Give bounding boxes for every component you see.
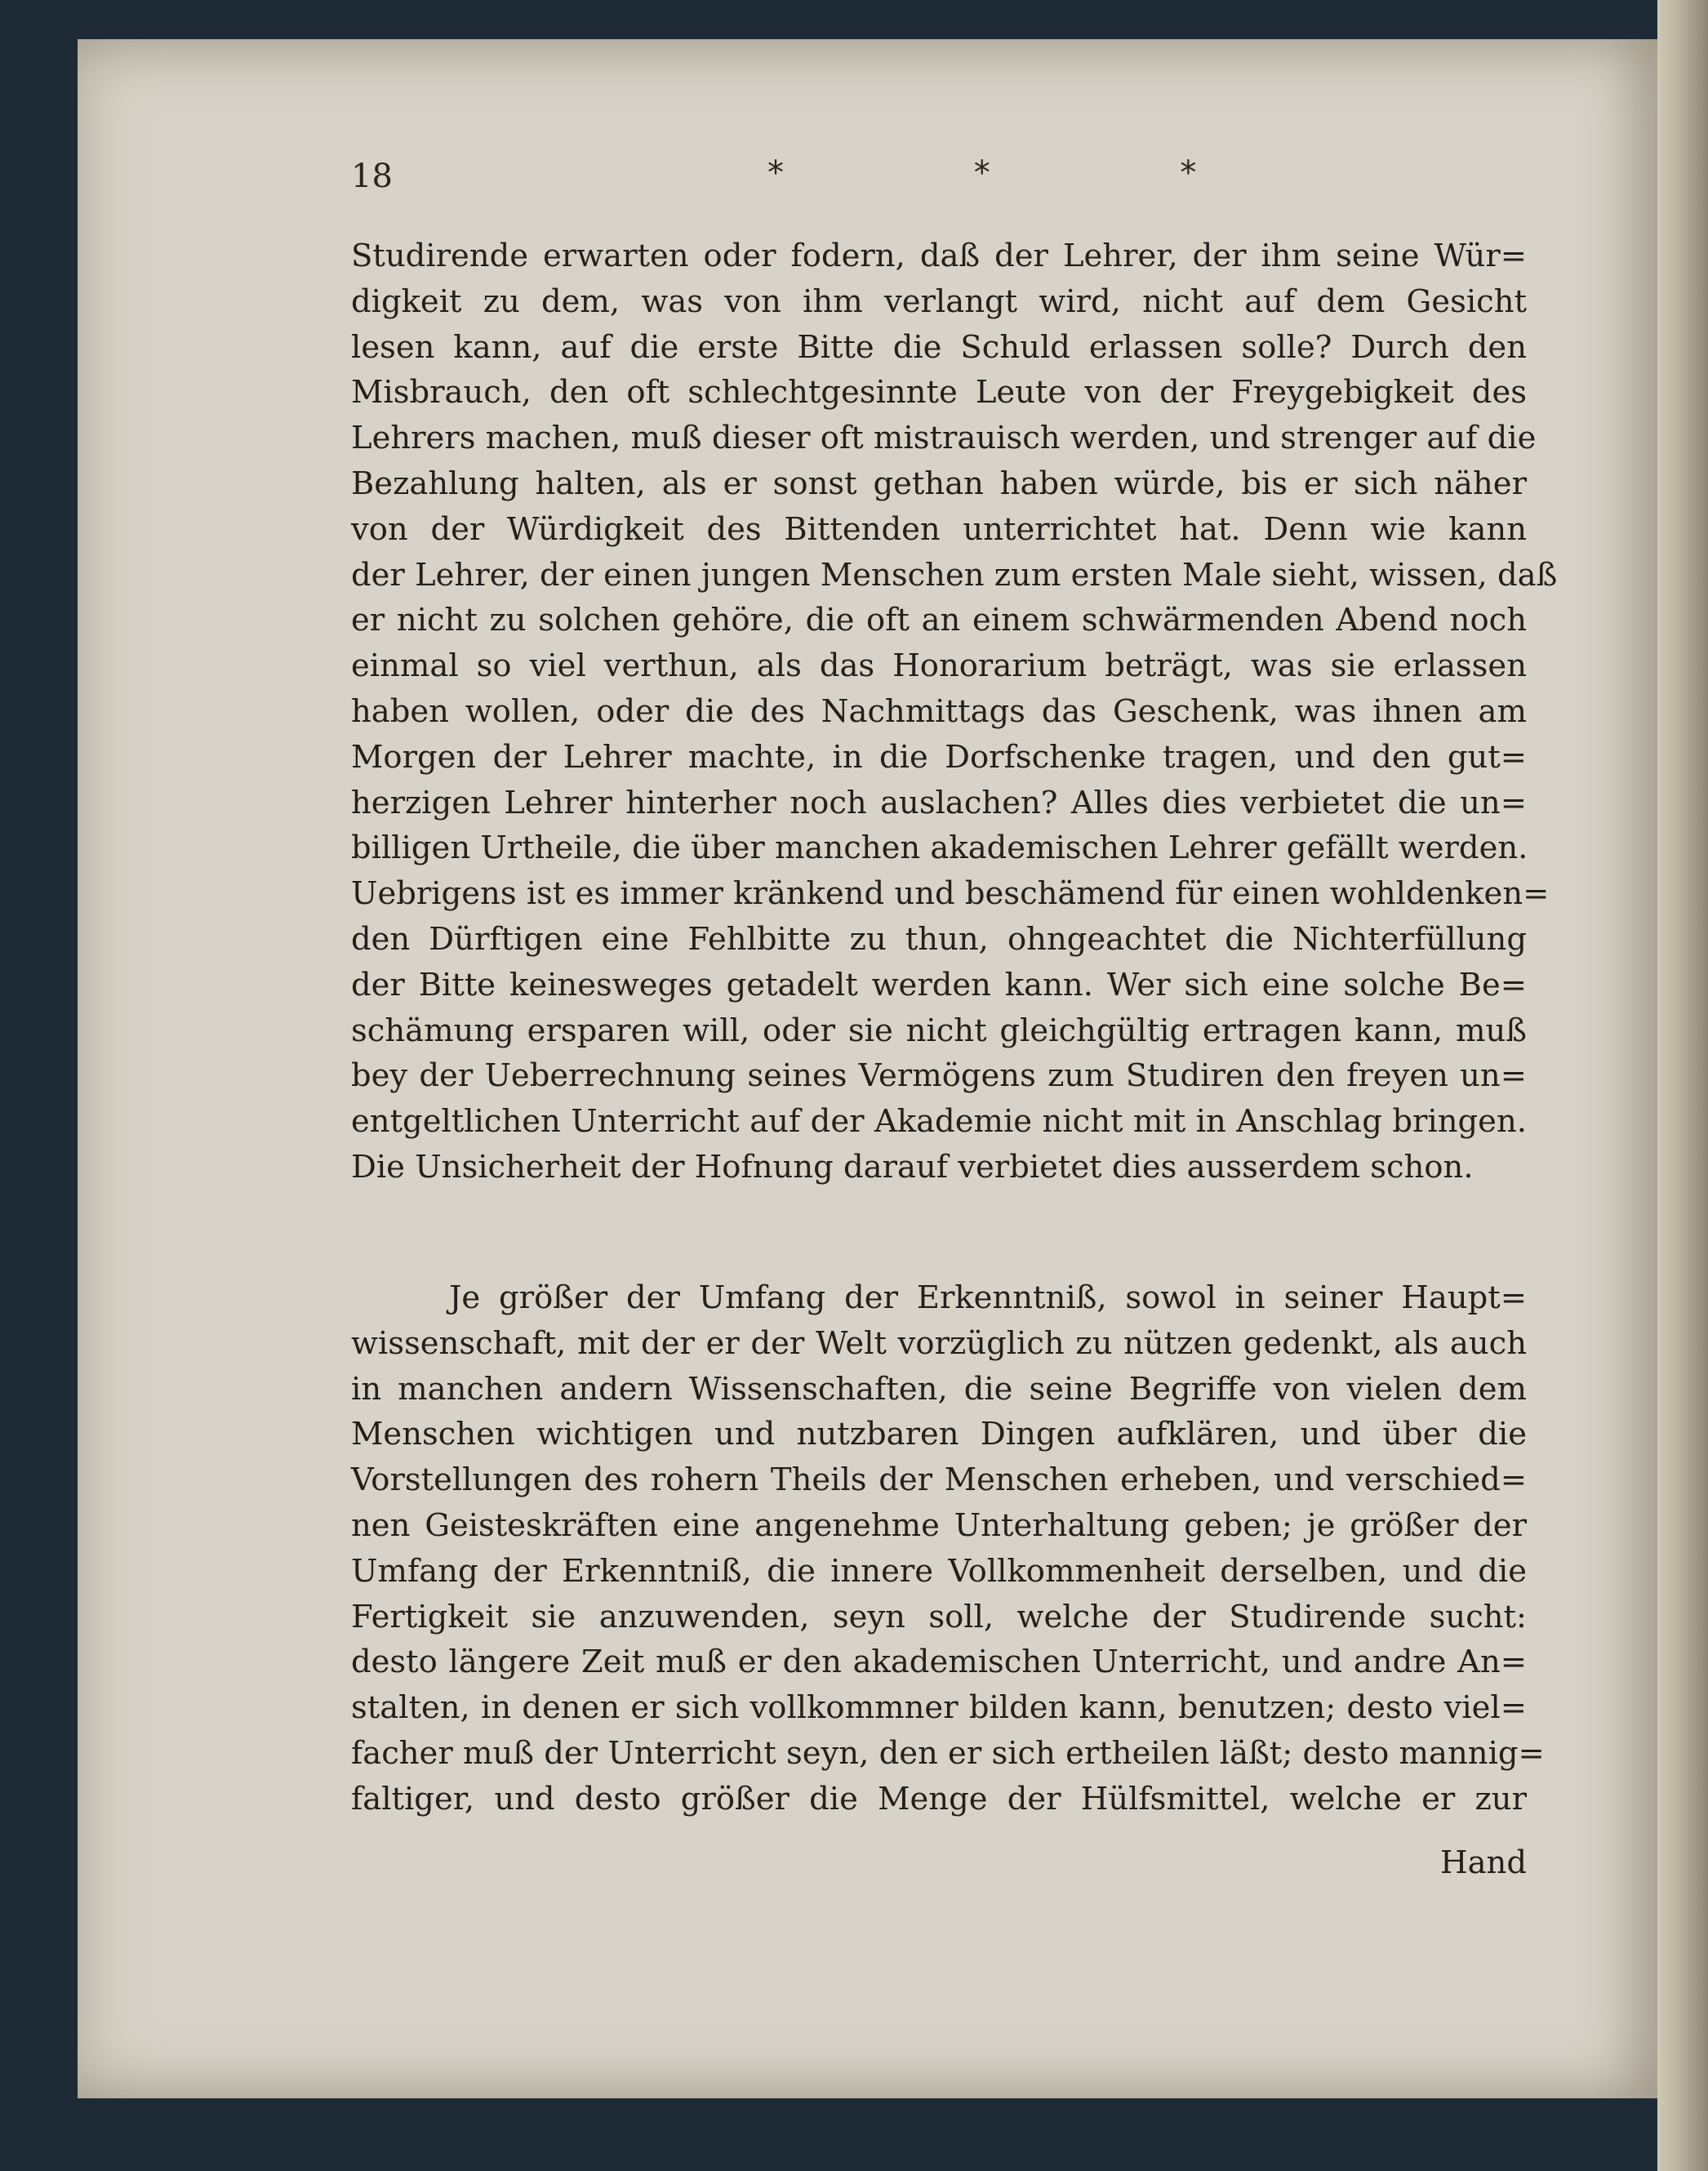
text-line: er nicht zu solchen gehöre, die oft an einem schwärmenden Abend noch bbox=[351, 602, 1527, 639]
text-line: desto längere Zeit muß er den akademischen Unterricht, und andre An= bbox=[351, 1644, 1527, 1681]
text-line: Studirende erwarten oder fodern, daß der Lehrer, der ihm seine Wür= bbox=[351, 238, 1527, 274]
text-line: lesen kann, auf die erste Bitte die Schuld erlassen solle? Durch den bbox=[351, 328, 1527, 366]
paragraph-2 bbox=[351, 1275, 1545, 1822]
text-line: einmal so viel verthun, als das Honorarium beträgt, was sie erlassen bbox=[351, 647, 1527, 685]
text-line: Fertigkeit sie anzuwenden, seyn soll, welche der Studirende sucht: bbox=[351, 1598, 1527, 1635]
text-line: schämung ersparen will, oder sie nicht gleichgültig ertragen kann, muß bbox=[351, 1012, 1527, 1049]
text-line: Misbrauch, den oft schlechtgesinnte Leute von der Freygebigkeit des bbox=[351, 374, 1527, 412]
adjacent-page-edge bbox=[1657, 0, 1708, 2171]
page-number: 18 bbox=[351, 158, 393, 195]
text-line: Lehrers machen, muß dieser oft mistrauisch werden, und strenger auf die bbox=[351, 420, 1537, 457]
text-line: Bezahlung halten, als er sonst gethan haben würde, bis er sich näher bbox=[351, 465, 1527, 502]
page-header bbox=[351, 151, 1527, 216]
text-line: haben wollen, oder die des Nachmittags das Geschenk, was ihnen am bbox=[351, 692, 1527, 730]
text-line: von der Würdigkeit des Bittenden unterrichtet hat. Denn wie kann bbox=[351, 510, 1527, 548]
text-line: entgeltlichen Unterricht auf der Akademie nicht mit in Anschlag bringen. bbox=[351, 1103, 1527, 1141]
text-line: Umfang der Erkenntniß, die innere Vollkommenheit derselben, und die bbox=[351, 1552, 1527, 1590]
text-line: Vorstellungen des rohern Theils der Menschen erheben, und verschied= bbox=[351, 1461, 1527, 1499]
text-line: Menschen wichtigen und nutzbaren Dingen aufklären, und über die bbox=[351, 1416, 1527, 1453]
text-line: nen Geisteskräften eine angenehme Unterhaltung geben; je größer der bbox=[351, 1506, 1527, 1544]
text-line: digkeit zu dem, was von ihm verlangt wird, nicht auf dem Gesicht bbox=[351, 282, 1527, 320]
text-line: in manchen andern Wissenschaften, die seine Begriffe von vielen dem bbox=[351, 1370, 1527, 1408]
catchword: Hand bbox=[1440, 1844, 1527, 1881]
text-line: herzigen Lehrer hinterher noch auslachen? Alles dies verbietet die un= bbox=[351, 784, 1527, 821]
header-ornament: * * * bbox=[767, 154, 1287, 192]
text-line: facher muß der Unterricht seyn, den er sich ertheilen läßt; desto mannig= bbox=[351, 1734, 1545, 1772]
text-line: billigen Urtheile, die über manchen akademischen Lehrer gefällt werden. bbox=[351, 830, 1528, 867]
text-line: der Bitte keinesweges getadelt werden kann. Wer sich eine solche Be= bbox=[351, 966, 1527, 1003]
text-line: wissenschaft, mit der er der Welt vorzüglich zu nützen gedenkt, als auch bbox=[351, 1324, 1527, 1362]
text-line: Morgen der Lehrer machte, in die Dorfschenke tragen, und den gut= bbox=[351, 738, 1527, 776]
text-line: faltiger, und desto größer die Menge der Hülfsmittel, welche er zur bbox=[351, 1780, 1527, 1817]
text-line: Je größer der Umfang der Erkenntniß, sowol in seiner Haupt= bbox=[449, 1279, 1527, 1316]
text-line: der Lehrer, der einen jungen Menschen zum ersten Male sieht, wissen, daß bbox=[351, 556, 1558, 594]
text-line: bey der Ueberrechnung seines Vermögens zum Studiren den freyen un= bbox=[351, 1057, 1527, 1095]
paragraph-1 bbox=[351, 234, 1558, 1190]
text-line: Die Unsicherheit der Hofnung darauf verbietet dies ausserdem schon. bbox=[351, 1148, 1474, 1186]
text-line: Uebrigens ist es immer kränkend und beschämend für einen wohldenken= bbox=[351, 875, 1550, 913]
text-line: stalten, in denen er sich vollkommner bilden kann, benutzen; desto viel= bbox=[351, 1689, 1527, 1727]
text-line: den Dürftigen eine Fehlbitte zu thun, ohngeachtet die Nichterfüllung bbox=[351, 920, 1527, 958]
